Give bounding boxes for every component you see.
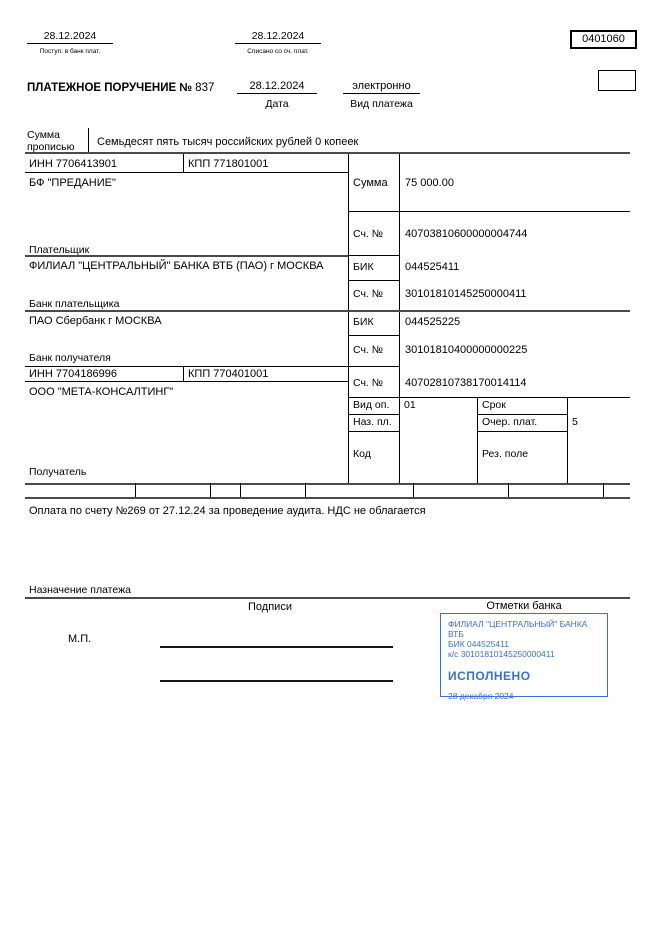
divider: [25, 152, 630, 154]
divider: [603, 483, 604, 497]
divider: [348, 211, 630, 212]
payment-kind-label: Вид платежа: [350, 98, 413, 110]
amount-value: 75 000.00: [405, 177, 454, 189]
date-label: Дата: [265, 98, 289, 110]
payee-bank-account-value: 30101810400000000225: [405, 344, 528, 356]
document-number: 837: [195, 82, 215, 94]
divider: [25, 310, 630, 312]
payee-name: ООО "МЕТА-КОНСАЛТИНГ": [29, 386, 174, 398]
divider: [183, 154, 184, 172]
payer-status-box: [598, 70, 636, 91]
title-text: ПЛАТЕЖНОЕ ПОРУЧЕНИЕ №: [27, 82, 193, 94]
payer-inn: ИНН 7706413901: [29, 158, 118, 170]
document-title: [27, 82, 214, 94]
payee-inn: ИНН 7704186996: [29, 368, 118, 380]
received-date: 28.12.2024: [27, 30, 113, 44]
purpose-code-label: Наз. пл.: [353, 416, 392, 428]
payee-bank-label: Банк получателя: [29, 352, 111, 364]
divider: [25, 381, 348, 382]
divider: [183, 366, 184, 381]
stamp-bank-name: ФИЛИАЛ "ЦЕНТРАЛЬНЫЙ" БАНКА ВТБ: [448, 619, 588, 639]
priority-label: Очер. плат.: [482, 416, 538, 428]
payer-bank-account-label: Сч. №: [353, 288, 384, 300]
payer-bank-name: ФИЛИАЛ "ЦЕНТРАЛЬНЫЙ" БАНКА ВТБ (ПАО) г МОСКВА: [29, 260, 324, 272]
divider: [25, 172, 348, 173]
payment-purpose-label: Назначение платежа: [29, 584, 131, 596]
divider: [25, 366, 399, 367]
op-type-value: 01: [404, 399, 416, 411]
divider: [348, 397, 630, 398]
signature-line: [160, 646, 393, 648]
signatures-label: Подписи: [248, 601, 292, 613]
payee-kpp: КПП 770401001: [188, 368, 269, 380]
priority-value: 5: [572, 416, 578, 428]
stamp-bik: БИК 044525411: [448, 639, 509, 649]
bank-stamp: [440, 613, 608, 701]
amount-words-label: Сумма прописью: [27, 129, 75, 153]
payer-label: Плательщик: [29, 244, 90, 256]
divider: [88, 128, 89, 153]
divider: [25, 483, 630, 485]
divider: [135, 483, 136, 497]
divider: [413, 483, 414, 497]
payment-purpose-text: Оплата по счету №269 от 27.12.24 за проведение аудита. НДС не облагается: [29, 505, 426, 517]
payee-label: Получатель: [29, 466, 87, 478]
payer-kpp: КПП 771801001: [188, 158, 269, 170]
form-code-box: 0401060: [570, 30, 637, 49]
seal-place-label: М.П.: [68, 633, 92, 645]
signature-line: [160, 680, 393, 682]
payer-bank-label: Банк плательщика: [29, 298, 120, 310]
bank-marks-label: [454, 600, 594, 614]
divider: [567, 397, 568, 483]
stamp-date: 28 декабря 2024: [448, 691, 514, 701]
divider: [348, 414, 399, 415]
payer-account-value: 40703810600000004744: [405, 228, 528, 240]
divider: [477, 431, 567, 432]
divider: [348, 255, 399, 256]
stamp-status: ИСПОЛНЕНО: [448, 669, 531, 683]
divider: [348, 335, 399, 336]
divider: [210, 483, 211, 497]
payer-account-label: Сч. №: [353, 228, 384, 240]
payee-account-label: Сч. №: [353, 377, 384, 389]
amount-label: Сумма: [353, 177, 388, 189]
received-date-caption: Поступ. в банк плат.: [39, 48, 101, 55]
payer-bank-bik-value: 044525411: [405, 261, 460, 273]
payer-bank-account-value: 30101810145250000411: [405, 288, 527, 300]
divider: [477, 397, 478, 483]
document-date: 28.12.2024: [237, 80, 317, 94]
payee-account-value: 40702810738170014114: [405, 377, 527, 389]
payee-bank-name: ПАО Сбербанк г МОСКВА: [29, 315, 162, 327]
divider: [348, 280, 399, 281]
debited-date-caption: Списано со сч. плат.: [247, 48, 309, 55]
code-label: Код: [353, 448, 371, 460]
payee-bank-bik-value: 044525225: [405, 316, 461, 328]
payee-bank-bik-label: БИК: [353, 316, 374, 328]
amount-words-value: Семьдесят пять тысяч российских рублей 0 копеек: [97, 136, 359, 148]
reserve-field-label: Рез. поле: [482, 448, 529, 460]
payee-bank-account-label: Сч. №: [353, 344, 384, 356]
divider: [305, 483, 306, 497]
payer-bank-bik-label: БИК: [353, 261, 374, 273]
divider: [25, 597, 630, 599]
divider: [348, 154, 349, 483]
stamp-corr-account: к/с 30101810145250000411: [448, 649, 555, 659]
op-type-label: Вид оп.: [353, 399, 390, 411]
payer-name: БФ "ПРЕДАНИЕ": [29, 177, 116, 189]
divider: [348, 431, 399, 432]
divider: [477, 414, 567, 415]
divider: [399, 154, 400, 483]
payment-kind: электронно: [343, 80, 420, 94]
bank-marks-text: Отметки банка: [483, 600, 564, 614]
divider: [508, 483, 509, 497]
debited-date: 28.12.2024: [235, 30, 321, 44]
term-label: Срок: [482, 399, 506, 411]
divider: [25, 497, 630, 499]
divider: [240, 483, 241, 497]
